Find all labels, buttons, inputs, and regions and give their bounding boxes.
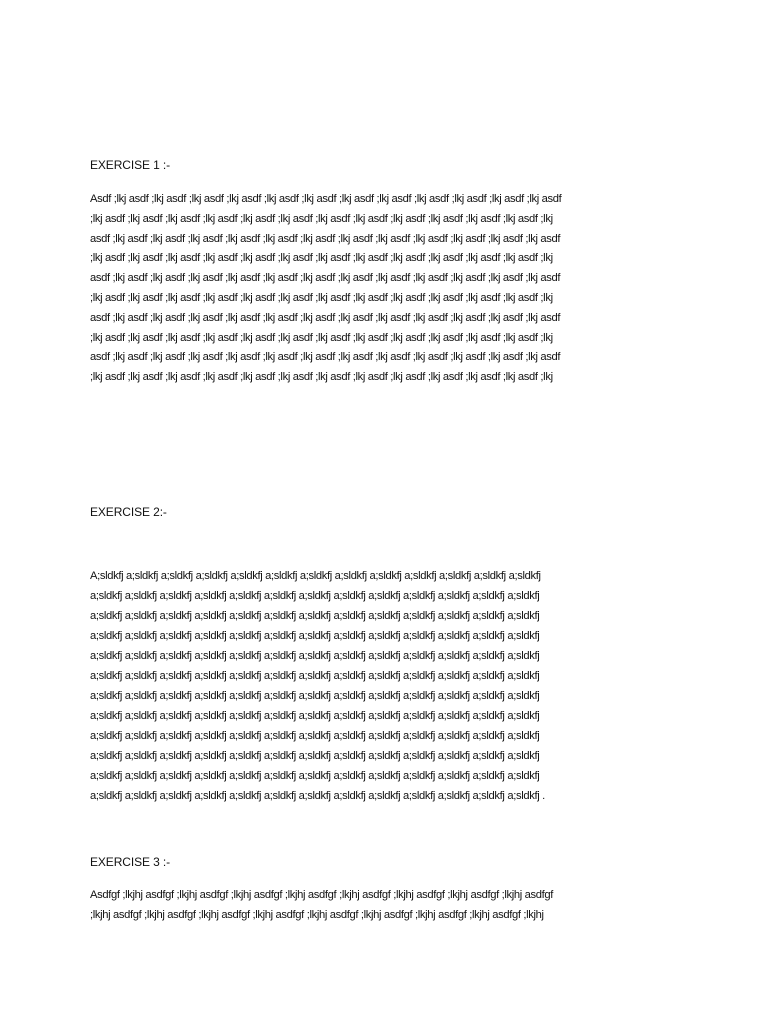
- text-line: Asdfgf ;lkjhj asdfgf ;lkjhj asdfgf ;lkjhj asdfgf ;lkjhj asdfgf ;lkjhj asdfgf ;lkjhj asdfgf ;lkjhj asdfgf ;lkjhj asdfgf: [90, 889, 554, 901]
- text-line: asdf ;lkj asdf ;lkj asdf ;lkj asdf ;lkj asdf ;lkj asdf ;lkj asdf ;lkj asdf ;lkj asdf ;lkj asdf ;lkj asdf ;lkj asdf ;lkj asdf: [90, 232, 561, 245]
- text-line: a;sldkfj a;sldkfj a;sldkfj a;sldkfj a;sldkfj a;sldkfj a;sldkfj a;sldkfj a;sldkfj a;sldkfj a;sldkfj a;sldkfj a;sldkfj: [90, 590, 540, 602]
- text-line: a;sldkfj a;sldkfj a;sldkfj a;sldkfj a;sldkfj a;sldkfj a;sldkfj a;sldkfj a;sldkfj a;sldkfj a;sldkfj a;sldkfj a;sldkfj: [90, 610, 540, 622]
- exercise-1-body: [90, 190, 690, 388]
- exercise-2-heading: EXERCISE 2:-: [90, 505, 167, 519]
- text-line: asdf ;lkj asdf ;lkj asdf ;lkj asdf ;lkj asdf ;lkj asdf ;lkj asdf ;lkj asdf ;lkj asdf ;lkj asdf ;lkj asdf ;lkj asdf ;lkj asdf: [90, 351, 561, 364]
- text-line: Asdf ;lkj asdf ;lkj asdf ;lkj asdf ;lkj asdf ;lkj asdf ;lkj asdf ;lkj asdf ;lkj asdf ;lkj asdf ;lkj asdf ;lkj asdf ;lkj asdf: [90, 193, 562, 205]
- text-line: a;sldkfj a;sldkfj a;sldkfj a;sldkfj a;sldkfj a;sldkfj a;sldkfj a;sldkfj a;sldkfj a;sldkfj a;sldkfj a;sldkfj a;sldkfj .: [90, 790, 545, 802]
- text-line: a;sldkfj a;sldkfj a;sldkfj a;sldkfj a;sldkfj a;sldkfj a;sldkfj a;sldkfj a;sldkfj a;sldkfj a;sldkfj a;sldkfj a;sldkfj: [90, 690, 540, 702]
- text-line: A;sldkfj a;sldkfj a;sldkfj a;sldkfj a;sldkfj a;sldkfj a;sldkfj a;sldkfj a;sldkfj a;sldkfj a;sldkfj a;sldkfj a;sldkfj: [90, 570, 541, 582]
- text-line: a;sldkfj a;sldkfj a;sldkfj a;sldkfj a;sldkfj a;sldkfj a;sldkfj a;sldkfj a;sldkfj a;sldkfj a;sldkfj a;sldkfj a;sldkfj: [90, 630, 540, 642]
- text-line: a;sldkfj a;sldkfj a;sldkfj a;sldkfj a;sldkfj a;sldkfj a;sldkfj a;sldkfj a;sldkfj a;sldkfj a;sldkfj a;sldkfj a;sldkfj: [90, 710, 540, 722]
- exercise-3-body: [90, 886, 690, 925]
- text-line: a;sldkfj a;sldkfj a;sldkfj a;sldkfj a;sldkfj a;sldkfj a;sldkfj a;sldkfj a;sldkfj a;sldkfj a;sldkfj a;sldkfj a;sldkfj: [90, 670, 540, 682]
- text-line: a;sldkfj a;sldkfj a;sldkfj a;sldkfj a;sldkfj a;sldkfj a;sldkfj a;sldkfj a;sldkfj a;sldkfj a;sldkfj a;sldkfj a;sldkfj: [90, 730, 540, 742]
- text-line: ;lkj asdf ;lkj asdf ;lkj asdf ;lkj asdf ;lkj asdf ;lkj asdf ;lkj asdf ;lkj asdf ;lkj asdf ;lkj asdf ;lkj asdf ;lkj asdf ;lkj: [90, 212, 553, 225]
- text-line: a;sldkfj a;sldkfj a;sldkfj a;sldkfj a;sldkfj a;sldkfj a;sldkfj a;sldkfj a;sldkfj a;sldkfj a;sldkfj a;sldkfj a;sldkfj: [90, 770, 540, 782]
- text-line: asdf ;lkj asdf ;lkj asdf ;lkj asdf ;lkj asdf ;lkj asdf ;lkj asdf ;lkj asdf ;lkj asdf ;lkj asdf ;lkj asdf ;lkj asdf ;lkj asdf: [90, 311, 561, 324]
- text-line: a;sldkfj a;sldkfj a;sldkfj a;sldkfj a;sldkfj a;sldkfj a;sldkfj a;sldkfj a;sldkfj a;sldkfj a;sldkfj a;sldkfj a;sldkfj: [90, 750, 540, 762]
- text-line: ;lkj asdf ;lkj asdf ;lkj asdf ;lkj asdf ;lkj asdf ;lkj asdf ;lkj asdf ;lkj asdf ;lkj asdf ;lkj asdf ;lkj asdf ;lkj asdf ;lkj: [90, 371, 553, 384]
- exercise-3-heading: EXERCISE 3 :-: [90, 855, 171, 869]
- text-line: ;lkj asdf ;lkj asdf ;lkj asdf ;lkj asdf ;lkj asdf ;lkj asdf ;lkj asdf ;lkj asdf ;lkj asdf ;lkj asdf ;lkj asdf ;lkj asdf ;lkj: [90, 291, 553, 304]
- text-line: ;lkj asdf ;lkj asdf ;lkj asdf ;lkj asdf ;lkj asdf ;lkj asdf ;lkj asdf ;lkj asdf ;lkj asdf ;lkj asdf ;lkj asdf ;lkj asdf ;lkj: [90, 252, 553, 265]
- text-line: a;sldkfj a;sldkfj a;sldkfj a;sldkfj a;sldkfj a;sldkfj a;sldkfj a;sldkfj a;sldkfj a;sldkfj a;sldkfj a;sldkfj a;sldkfj: [90, 650, 540, 662]
- text-line: ;lkj asdf ;lkj asdf ;lkj asdf ;lkj asdf ;lkj asdf ;lkj asdf ;lkj asdf ;lkj asdf ;lkj asdf ;lkj asdf ;lkj asdf ;lkj asdf ;lkj: [90, 331, 553, 344]
- exercise-2-body: [90, 566, 690, 806]
- text-line: ;lkjhj asdfgf ;lkjhj asdfgf ;lkjhj asdfgf ;lkjhj asdfgf ;lkjhj asdfgf ;lkjhj asdfgf ;lkjhj asdfgf ;lkjhj asdfgf ;lkjhj: [90, 908, 544, 921]
- exercise-1-heading: EXERCISE 1 :-: [90, 158, 171, 172]
- text-line: asdf ;lkj asdf ;lkj asdf ;lkj asdf ;lkj asdf ;lkj asdf ;lkj asdf ;lkj asdf ;lkj asdf ;lkj asdf ;lkj asdf ;lkj asdf ;lkj asdf: [90, 272, 561, 285]
